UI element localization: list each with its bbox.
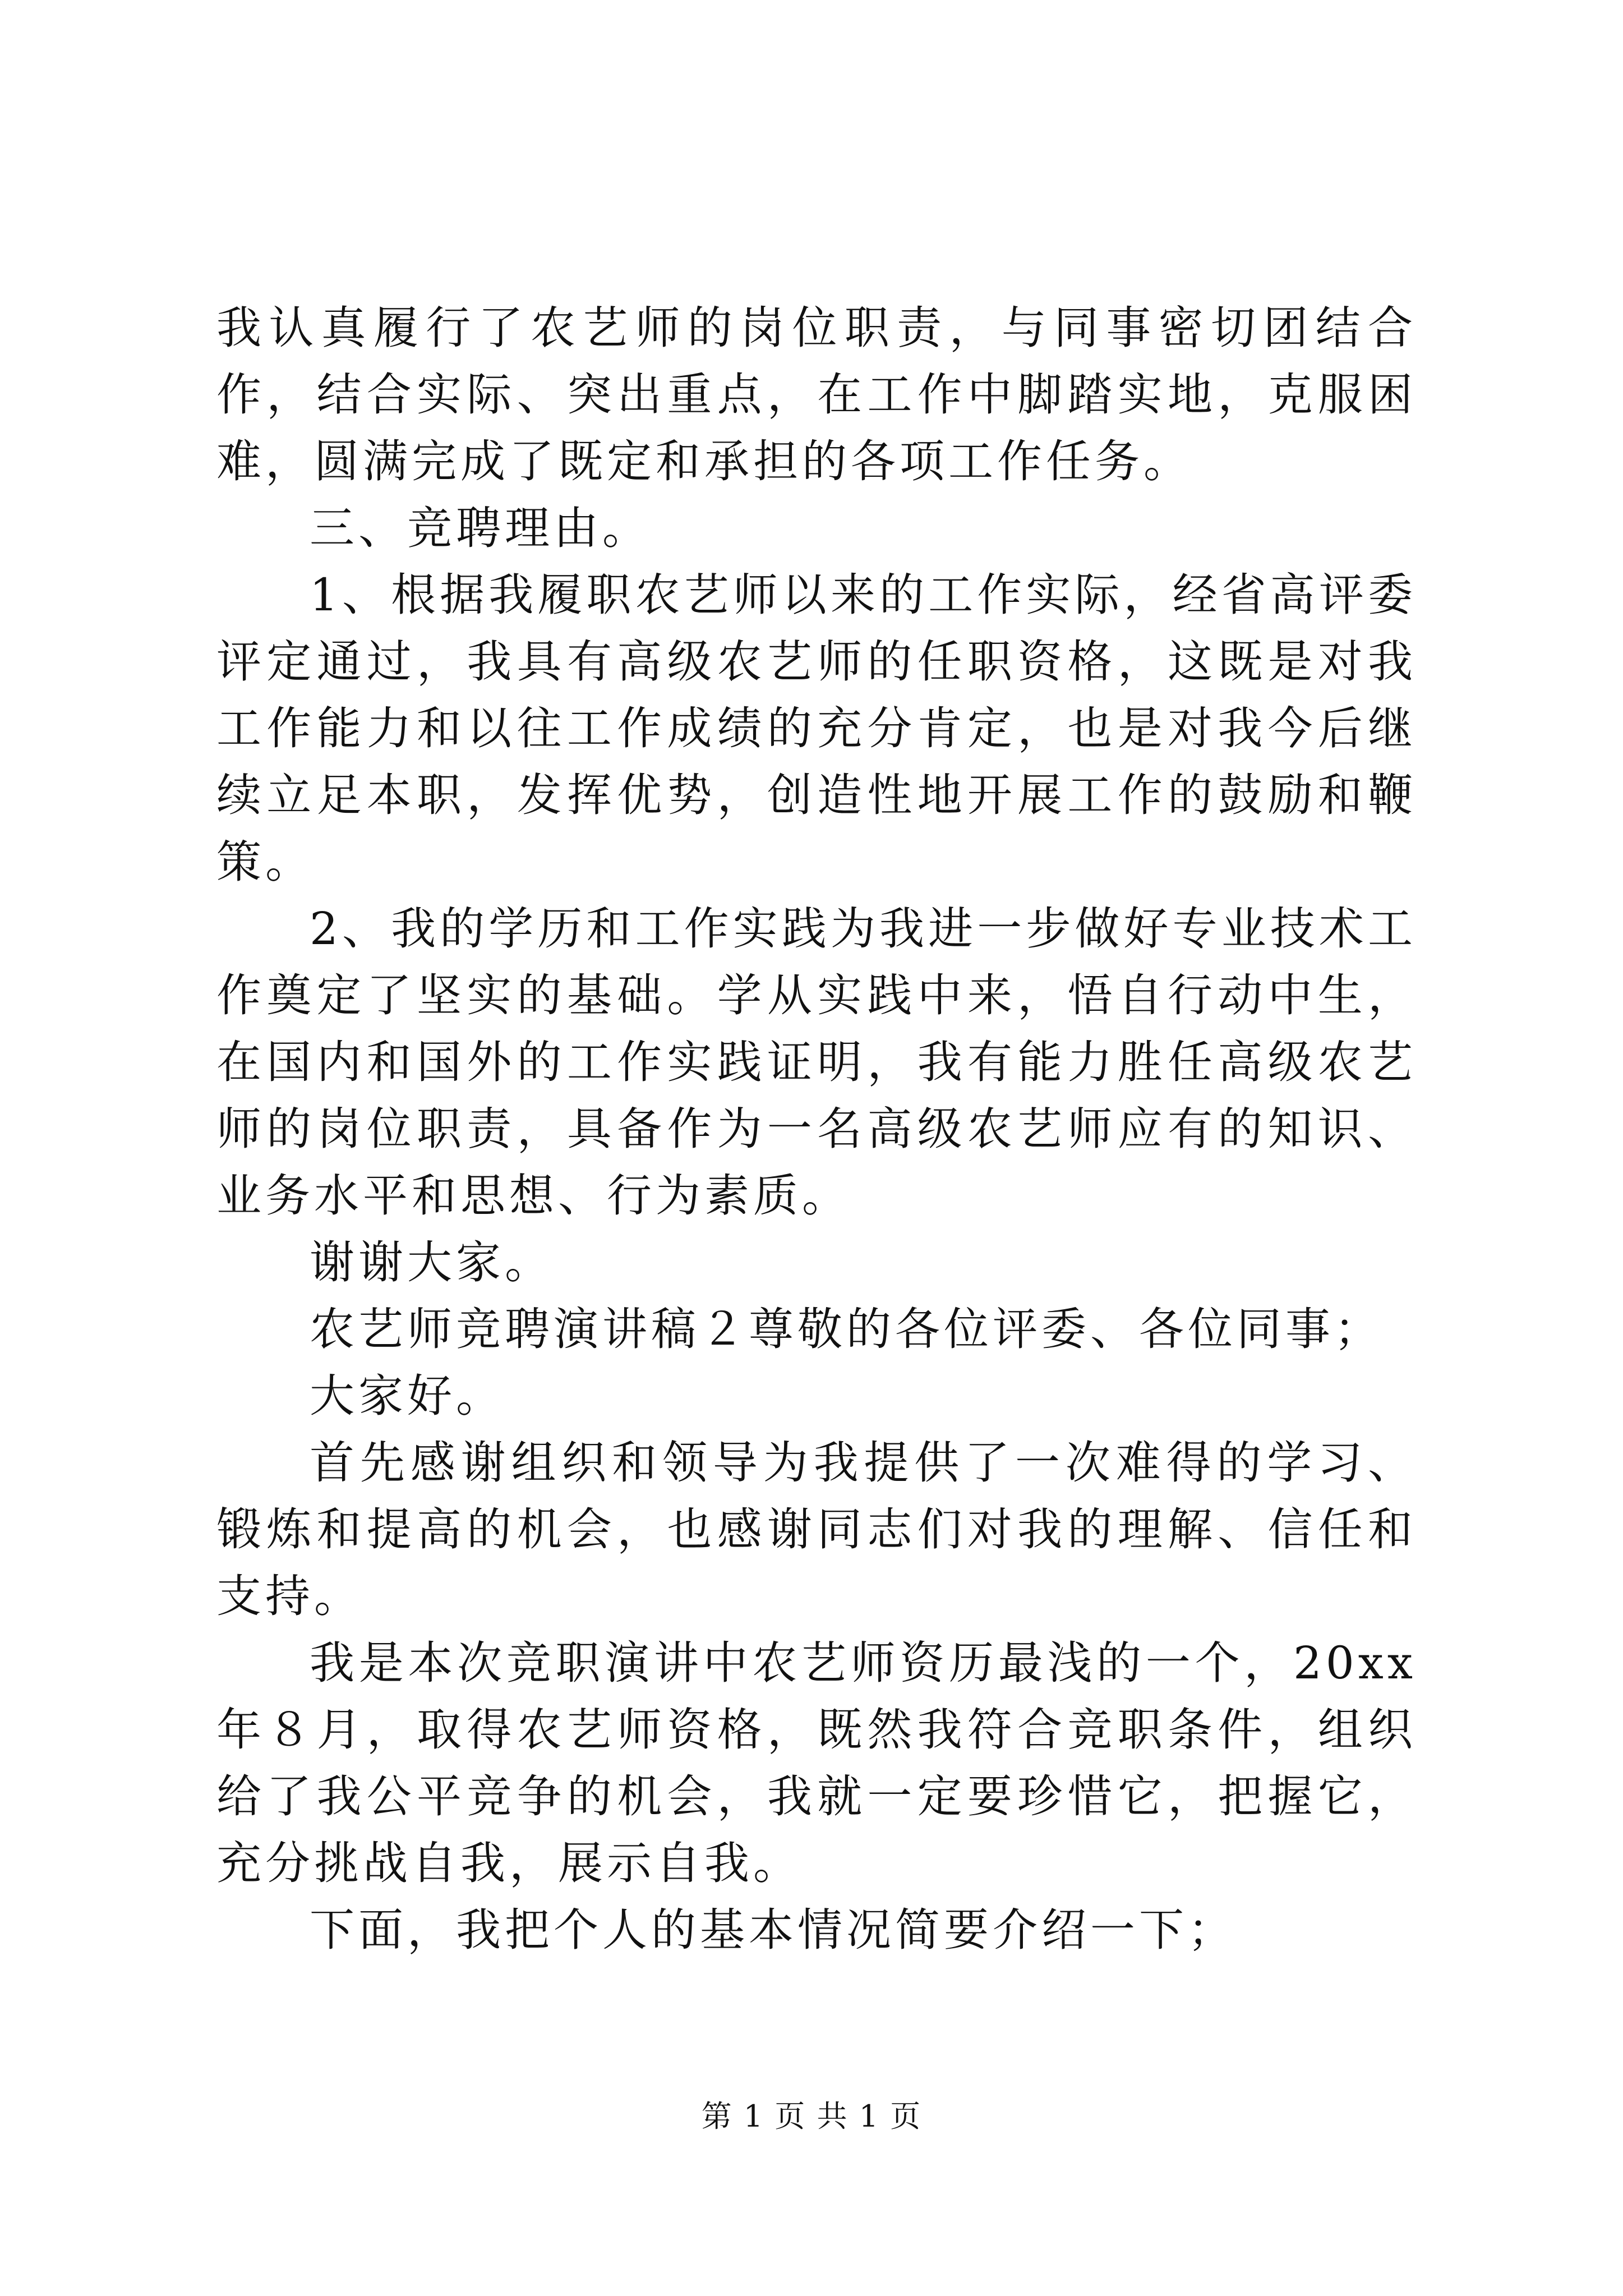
- paragraph-introduction: 下面，我把个人的基本情况简要介绍一下；: [310, 1904, 1237, 1956]
- paragraph-gratitude: 首先感谢组织和领导为我提供了一次难得的学习、锻炼和提高的机会，也感谢同志们对我的理解、信任和支持。: [216, 1437, 1417, 1622]
- paragraph-duties: 我认真履行了农艺师的岗位职责，与同事密切团结合作，结合实际、突出重点，在工作中脚踏实地，克服困难，圆满完成了既定和承担的各项工作任务。: [216, 302, 1417, 487]
- heading-reasons: 三、竞聘理由。: [310, 502, 651, 554]
- document-body: [216, 295, 1417, 1963]
- paragraph-thanks: 谢谢大家。: [310, 1236, 554, 1289]
- paragraph-greeting: 大家好。: [310, 1370, 505, 1422]
- paragraph-speech-2-title: 农艺师竞聘演讲稿２尊敬的各位评委、各位同事；: [310, 1303, 1383, 1355]
- paragraph-reason-1: 1、根据我履职农艺师以来的工作实际，经省高评委评定通过，我具有高级农艺师的任职资格，这既是对我工作能力和以往工作成绩的充分肯定，也是对我今后继续立足本职，发挥优势，创造性地开展工作的鼓励和鞭策。: [216, 569, 1417, 888]
- paragraph-reason-2: 2、我的学历和工作实践为我进一步做好专业技术工作奠定了坚实的基础。学从实践中来，悟自行动中生，在国内和国外的工作实践证明，我有能力胜任高级农艺师的岗位职责，具备作为一名高级农艺师应有的知识、业务水平和思想、行为素质。: [216, 903, 1417, 1222]
- page-footer: 第 1 页 共 1 页: [701, 2099, 922, 2134]
- paragraph-qualification: 我是本次竞职演讲中农艺师资历最浅的一个，20xx 年８月，取得农艺师资格，既然我符合竞职条件，组织给了我公平竞争的机会，我就一定要珍惜它，把握它，充分挑战自我，展示自我。: [216, 1637, 1417, 1889]
